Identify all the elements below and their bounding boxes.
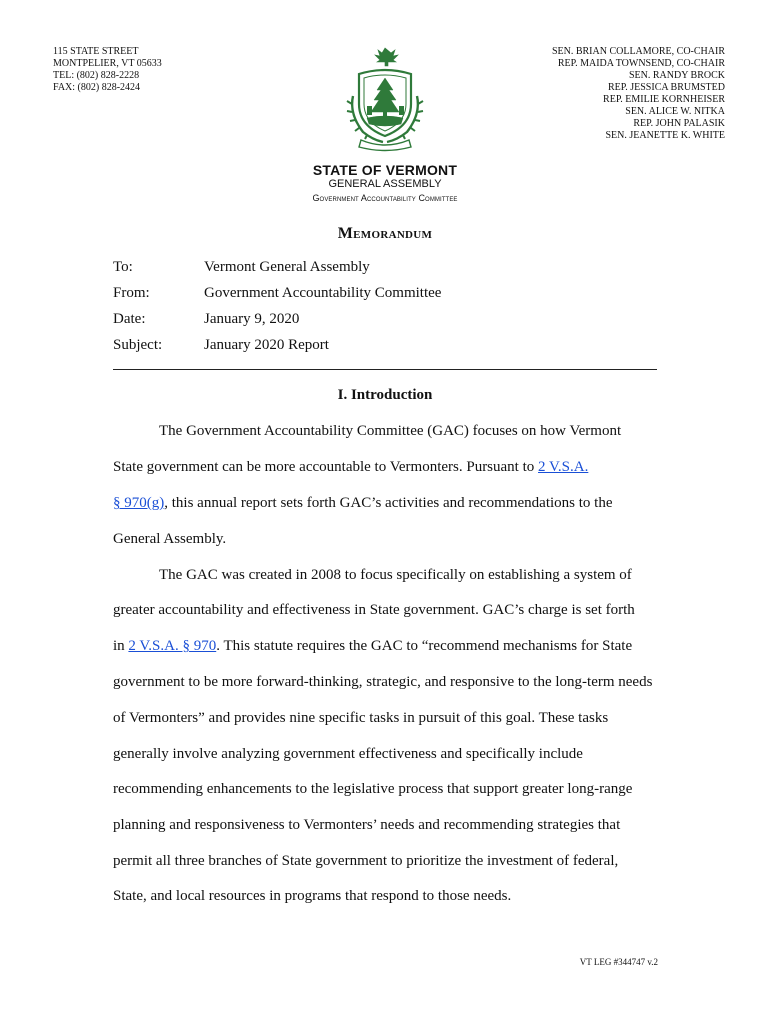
vermont-state-seal-icon: [343, 44, 427, 152]
statute-link[interactable]: 2 V.S.A.: [538, 459, 589, 475]
body-text-line: of Vermonters” and provides nine specific tasks in pursuit of this goal. These tasks: [113, 710, 609, 726]
committee-members: [552, 46, 725, 142]
body-text: in: [113, 638, 129, 654]
body-text-line: The Government Accountability Committee (GAC) focuses on how Vermont: [159, 423, 622, 439]
member: REP. JOHN PALASIK: [633, 118, 725, 129]
memo-field-value: Government Accountability Committee: [204, 285, 442, 301]
member: SEN. JEANETTE K. WHITE: [605, 130, 725, 141]
memo-title: Memorandum: [337, 225, 433, 242]
address-tel: TEL: (802) 828-2228: [53, 70, 140, 81]
statute-link[interactable]: 2 V.S.A. § 970: [128, 638, 217, 654]
member: REP. EMILIE KORNHEISER: [603, 94, 725, 105]
body-text-line: permit all three branches of State government to prioritize the investment of federal,: [113, 853, 619, 869]
member: REP. MAIDA TOWNSEND, CO-CHAIR: [557, 58, 725, 69]
general-assembly-label: GENERAL ASSEMBLY: [328, 178, 442, 190]
header-divider: [113, 369, 657, 370]
memo-field-label: To:: [113, 259, 133, 275]
state-title: STATE OF VERMONT: [312, 162, 458, 178]
body-text-line: generally involve analyzing government effectiveness and specifically include: [113, 746, 583, 762]
memo-field-label: Date:: [113, 311, 146, 327]
member: SEN. RANDY BROCK: [628, 70, 725, 81]
body-text: . This statute requires the GAC to “recommend mechanisms for State: [216, 638, 633, 654]
body-text-line: [113, 495, 613, 512]
body-text-line: The GAC was created in 2008 to focus specifically on establishing a system of: [159, 567, 632, 583]
body-text-line: government to be more forward-thinking, strategic, and responsive to the long-term needs: [113, 674, 653, 690]
body-text-line: [113, 638, 632, 655]
statute-link[interactable]: § 970(g): [113, 495, 165, 511]
body-text: , this annual report sets forth GAC’s activities and recommendations to the: [164, 495, 613, 511]
member: REP. JESSICA BRUMSTED: [608, 82, 725, 93]
memo-field-value: January 9, 2020: [204, 311, 300, 327]
body-text-line: greater accountability and effectiveness in State government. GAC’s charge is set forth: [113, 602, 635, 618]
address-fax: FAX: (802) 828-2424: [53, 82, 141, 93]
member: SEN. BRIAN COLLAMORE, CO-CHAIR: [551, 46, 725, 57]
address-street: 115 STATE STREET: [53, 46, 139, 57]
body-text-line: State, and local resources in programs that respond to those needs.: [113, 888, 512, 904]
committee-name: Government Accountability Committee: [312, 193, 458, 203]
body-text: State government can be more accountable to Vermonters. Pursuant to: [113, 459, 539, 475]
memo-field-value: January 2020 Report: [204, 337, 329, 353]
committee-address: [53, 46, 162, 94]
body-text-line: General Assembly.: [113, 531, 227, 547]
member: SEN. ALICE W. NITKA: [625, 106, 725, 117]
body-text-line: recommending enhancements to the legislative process that support greater long-range: [113, 781, 633, 797]
memo-field-label: Subject:: [113, 337, 163, 353]
document-id: VT LEG #344747 v.2: [579, 957, 658, 967]
section-heading: I. Introduction: [337, 387, 433, 403]
body-text-line: [113, 459, 588, 476]
memo-field-label: From:: [113, 285, 150, 301]
memo-field-value: Vermont General Assembly: [204, 259, 370, 275]
body-text-line: planning and responsiveness to Vermonters’ needs and recommending strategies that: [113, 817, 621, 833]
address-city: MONTPELIER, VT 05633: [53, 58, 162, 69]
